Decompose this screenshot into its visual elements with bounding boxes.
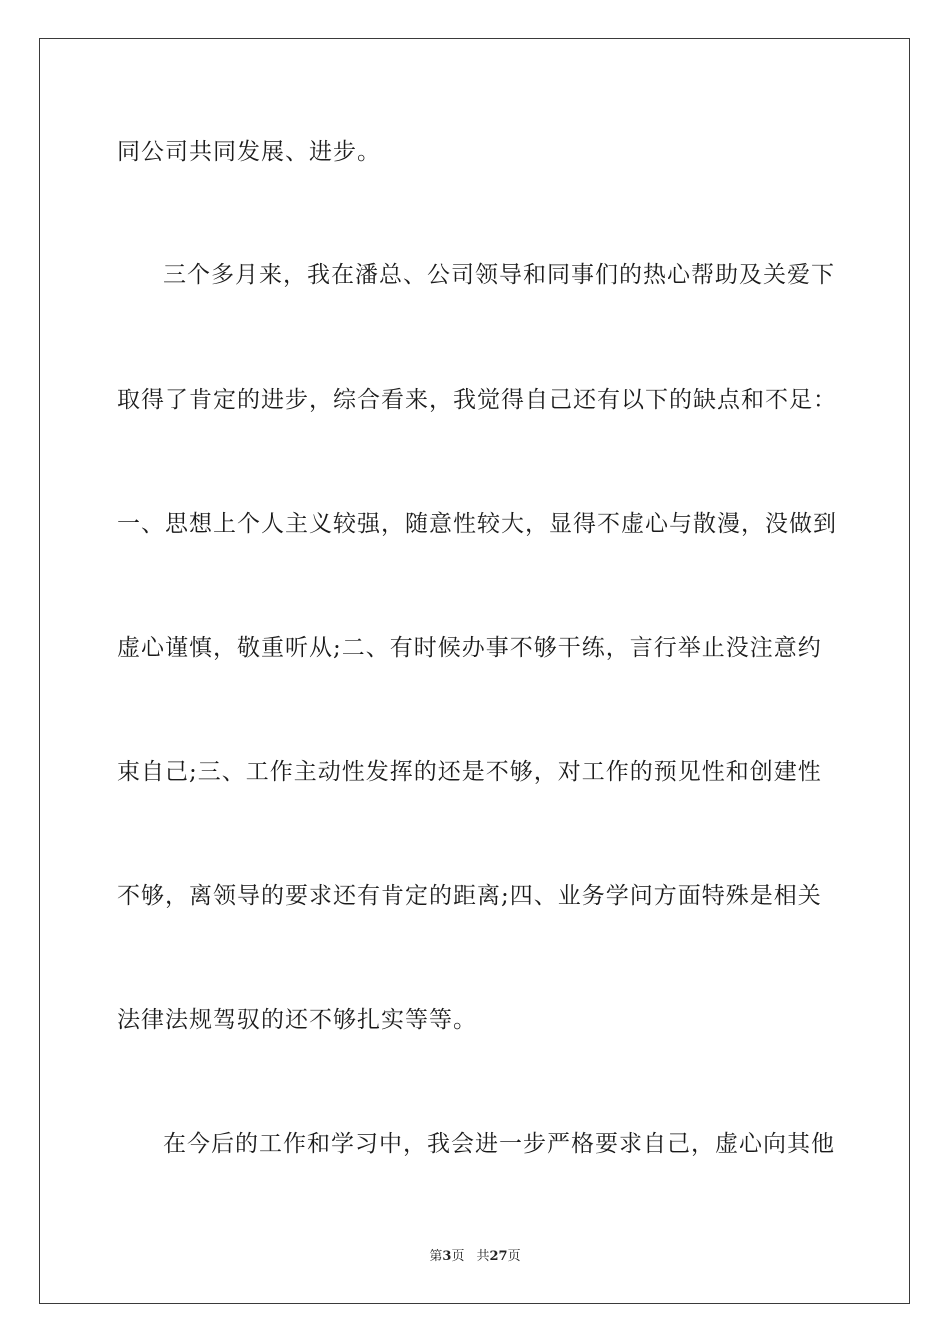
body-line-7: 不够，离领导的要求还有肯定的距离;四、业务学问方面特殊是相关: [117, 883, 822, 909]
body-line-6: 束自己;三、工作主动性发挥的还是不够，对工作的预见性和创建性: [117, 759, 822, 785]
body-line-9: 在今后的工作和学习中，我会进一步严格要求自己，虚心向其他: [163, 1131, 835, 1157]
total-prefix: 共: [476, 1249, 490, 1264]
total-suffix: 页: [507, 1249, 521, 1264]
body-line-2: 三个多月来，我在潘总、公司领导和同事们的热心帮助及关爱下: [163, 262, 835, 288]
body-line-3: 取得了肯定的进步，综合看来，我觉得自己还有以下的缺点和不足：: [117, 387, 837, 413]
body-line-4: 一、思想上个人主义较强，随意性较大，显得不虚心与散漫，没做到: [117, 511, 837, 537]
body-line-8: 法律法规驾驭的还不够扎实等等。: [117, 1007, 477, 1033]
body-line-5: 虚心谨慎，敬重听从;二、有时候办事不够干练，言行举止没注意约: [117, 635, 822, 661]
page-suffix: 页: [451, 1249, 465, 1264]
page-border: [39, 38, 910, 1304]
page-footer: [0, 1248, 950, 1266]
page-prefix: 第: [429, 1249, 443, 1264]
body-line-1: 同公司共同发展、进步。: [117, 139, 381, 165]
current-page-number: 3: [442, 1249, 452, 1264]
total-pages-number: 27: [489, 1249, 508, 1264]
